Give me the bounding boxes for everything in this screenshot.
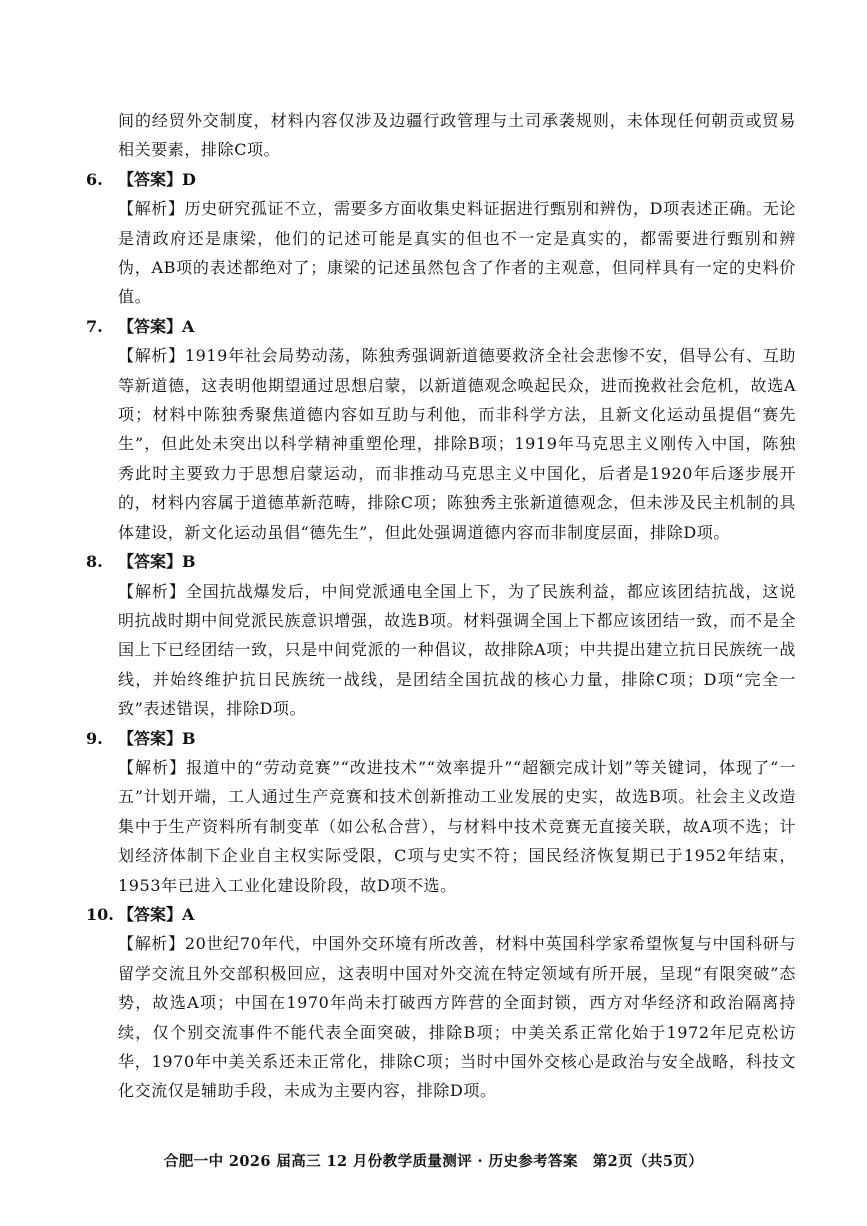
question-6: [86, 165, 796, 312]
analysis-paragraph: 【解析】历史研究孤证不立，需要多方面收集史料证据进行甄别和辨伪，D项表述正确。无论是清政府还是康梁，他们的记述可能是真实的但也不一定是真实的，都需要进行甄别和辨伪，AB项的表述都绝对了；康梁的记述虽然包含了作者的主观意，但同样具有一定的史料价值。: [118, 199, 796, 307]
answer-label: 【答案】D: [118, 169, 196, 189]
question-number: 9.: [86, 728, 103, 748]
question-10: [86, 900, 796, 1106]
intro-paragraph: 间的经贸外交制度，材料内容仅涉及边疆行政管理与土司承袭规则，未体现任何朝贡或贸易相关要素，排除C项。: [118, 111, 796, 160]
question-9: [86, 724, 796, 900]
question-header: [86, 900, 796, 929]
analysis-paragraph: 【解析】1919年社会局势动荡，陈独秀强调新道德要救济全社会悲惨不安，倡导公有、互助等新道德，这表明他期望通过思想启蒙，以新道德观念唤起民众，进而挽救社会危机，故选A项；材料中陈独秀聚焦道德内容如互助与利他，而非科学方法，且新文化运动虽提倡“赛先生”，但此处未突出以科学精神重塑伦理，排除B项；1919年马克思主义刚传入中国，陈独秀此时主要致力于思想启蒙运动，而非推动马克思主义中国化，后者是1920年后逐步展开的，材料内容属于道德革新范畴，排除C项；陈独秀主张新道德观念，但未涉及民主机制的具体建设，新文化运动虽倡“德先生”，但此处强调道德内容而非制度层面，排除D项。: [118, 346, 796, 542]
analysis-paragraph: 【解析】报道中的“劳动竞赛”“改进技术”“效率提升”“超额完成计划”等关键词，体现了“一五”计划开端，工人通过生产竞赛和技术创新推动工业发展的史实，故选B项。社会主义改造集中于生产资料所有制变革（如公私合营），与材料中技术竞赛无直接关联，故A项不选；计划经济体制下企业自主权实际受限，C项与史实不符；国民经济恢复期已于1952年结束，1953年已进入工业化建设阶段，故D项不选。: [118, 757, 796, 895]
question-number: 7.: [86, 316, 103, 336]
answer-label: 【答案】B: [118, 728, 196, 748]
answer-label: 【答案】A: [118, 316, 195, 336]
question-8: [86, 547, 796, 723]
question-header: [86, 724, 796, 753]
page-footer: 合肥一中 2026 届高三 12 月份教学质量测评 · 历史参考答案 第2页（共5页）: [163, 1153, 704, 1170]
question-number: 6.: [86, 169, 103, 189]
question-number: 10.: [86, 904, 114, 924]
analysis-paragraph: 【解析】20世纪70年代，中国外交环境有所改善，材料中英国科学家希望恢复与中国科研与留学交流且外交部积极回应，这表明中国对外交流在特定领域有所开展，呈现“有限突破”态势，故选A项；中国在1970年尚未打破西方阵营的全面封锁，西方对华经济和政治隔离持续，仅个别交流事件不能代表全面突破，排除B项；中美关系正常化始于1972年尼克松访华，1970年中美关系还未正常化，排除C项；当时中国外交核心是政治与安全战略，科技文化交流仅是辅助手段，未成为主要内容，排除D项。: [118, 934, 796, 1101]
question-7: [86, 312, 796, 547]
answer-label: 【答案】B: [118, 552, 196, 572]
analysis-paragraph: 【解析】全国抗战爆发后，中间党派通电全国上下，为了民族利益，都应该团结抗战，这说明抗战时期中间党派民族意识增强，故选B项。材料强调全国上下都应该团结一致，而不是全国上下已经团结一致，只是中间党派的一种倡议，故排除A项；中共提出建立抗日民族统一战线，并始终维护抗日民族统一战线，是团结全国抗战的核心力量，排除C项；D项“完全一致”表述错误，排除D项。: [118, 581, 796, 719]
question-header: [86, 547, 796, 576]
answer-label: 【答案】A: [118, 904, 195, 924]
question-header: [86, 312, 796, 341]
question-header: [86, 165, 796, 194]
question-number: 8.: [86, 552, 103, 572]
answer-content: [86, 106, 796, 1106]
